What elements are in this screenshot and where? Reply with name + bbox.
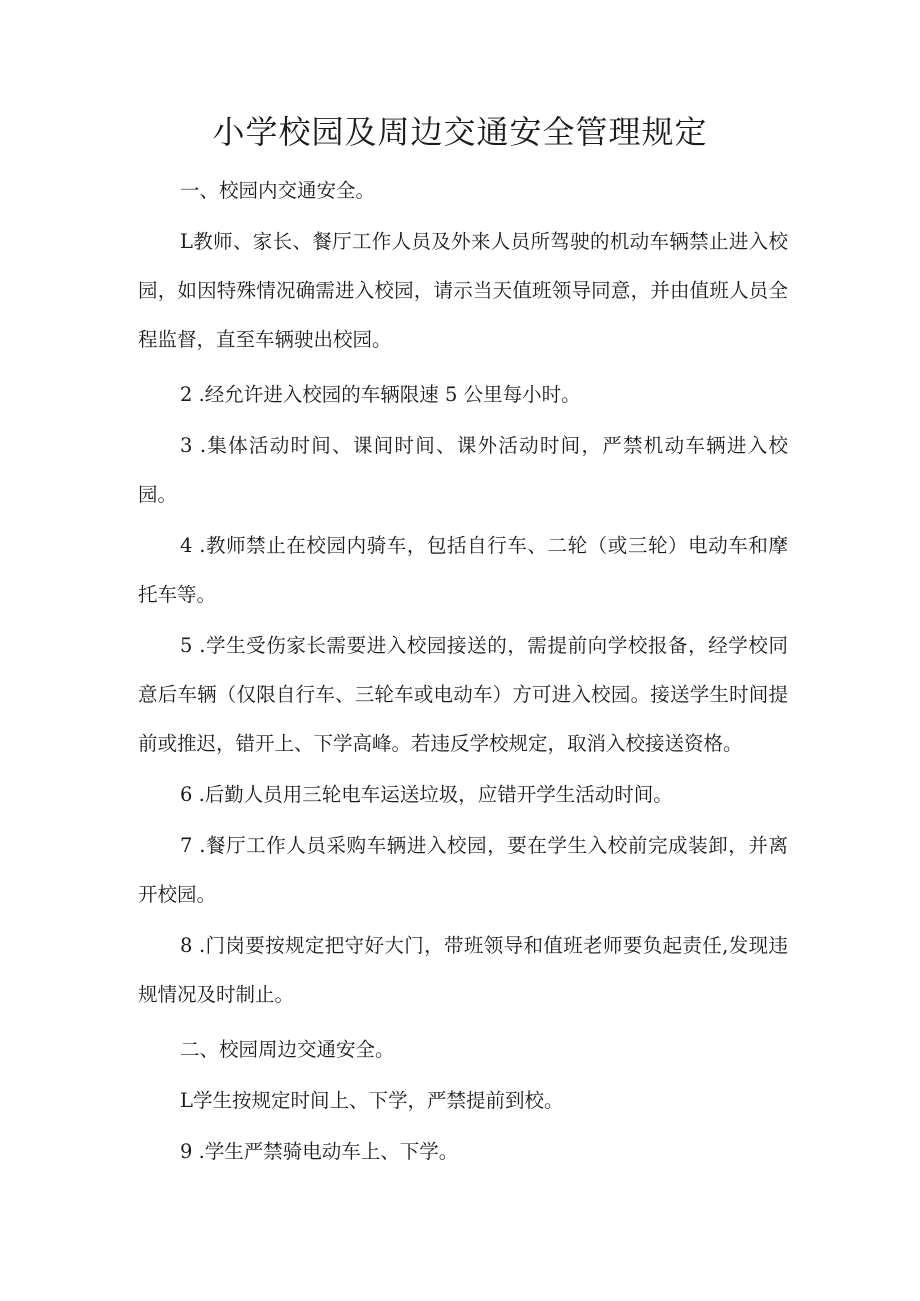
section-heading-1: 一、校园内交通安全。 — [180, 179, 376, 202]
rule-paragraph-3: 3 .集体活动时间、课间时间、课外活动时间，严禁机动车辆进入校园。 — [138, 434, 788, 506]
rule-paragraph-9: L学生按规定时间上、下学，严禁提前到校。 — [180, 1089, 564, 1112]
rule-paragraph-4: 4 .教师禁止在校园内骑车，包括自行车、二轮（或三轮）电动车和摩托车等。 — [138, 534, 788, 606]
rule-paragraph-8: 8 .门岗要按规定把守好大门，带班领导和值班老师要负起责任,发现违规情况及时制止。 — [138, 934, 788, 1006]
rule-paragraph-1: L教师、家长、餐厅工作人员及外来人员所驾驶的机动车辆禁止进入校园，如因特殊情况确需进入校园，请示当天值班领导同意，并由值班人员全程监督，直至车辆驶出校园。 — [138, 230, 788, 351]
section-heading-2: 二、校园周边交通安全。 — [180, 1038, 395, 1061]
rule-paragraph-7: 7 .餐厅工作人员采购车辆进入校园，要在学生入校前完成装卸，并离开校园。 — [138, 834, 788, 906]
rule-paragraph-2: 2 .经允许进入校园的车辆限速 5 公里每小时。 — [180, 383, 581, 406]
rule-paragraph-10: 9 .学生严禁骑电动车上、下学。 — [180, 1140, 459, 1163]
rule-paragraph-6: 6 .后勤人员用三轮电车运送垃圾，应错开学生活动时间。 — [180, 783, 673, 806]
document-title: 小学校园及周边交通安全管理规定 — [212, 113, 708, 151]
document-body — [138, 166, 788, 1178]
rule-paragraph-5: 5 .学生受伤家长需要进入校园接送的，需提前向学校报备，经学校同意后车辆（仅限自行车、三轮车或电动车）方可进入校园。接送学生时间提前或推迟，错开上、下学高峰。若违反学校规定，取消入校接送资格。 — [138, 634, 788, 755]
